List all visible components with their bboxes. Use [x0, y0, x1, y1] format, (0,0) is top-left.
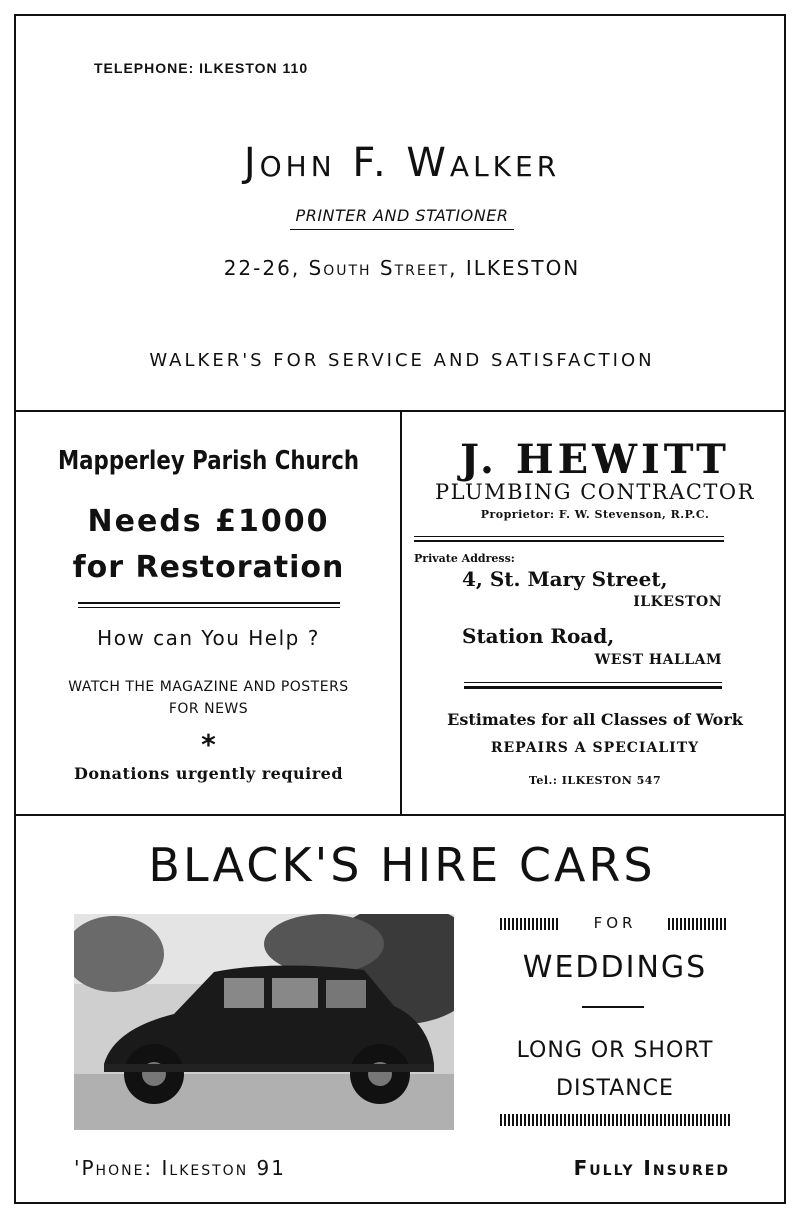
walker-address: 22-26, South Street, ILKESTON	[223, 256, 581, 280]
hewitt-rule-1	[414, 536, 724, 537]
hewitt-town1: ILKESTON	[633, 594, 722, 610]
hewitt-name: J. HEWITT	[460, 436, 730, 483]
blacks-long-short: LONG OR SHORT	[516, 1038, 714, 1063]
hewitt-private-label: Private Address:	[414, 552, 515, 565]
walker-slogan: WALKER'S FOR SERVICE AND SATISFACTION	[149, 350, 655, 371]
hewitt-proprietor: Proprietor: F. W. Stevenson, R.P.C.	[480, 508, 710, 521]
church-title: Mapperley Parish Church	[57, 446, 360, 476]
church-watch-line2: FOR NEWS	[168, 701, 249, 717]
church-watch-line1: WATCH THE MAGAZINE AND POSTERS	[68, 679, 349, 695]
hewitt-rule-4	[464, 686, 722, 689]
hewitt-estimates: Estimates for all Classes of Work	[447, 710, 743, 729]
tick-ornament-bottom	[500, 1114, 730, 1126]
church-watch	[16, 676, 401, 720]
church-donations: Donations urgently required	[73, 764, 344, 783]
blacks-short-rule	[582, 1006, 644, 1008]
blacks-title: BLACK'S HIRE CARS	[148, 838, 656, 892]
walker-telephone: TELEPHONE: ILKESTON 110	[94, 60, 309, 76]
car-photo-image	[74, 914, 454, 1130]
hewitt-trade: PLUMBING CONTRACTOR	[435, 480, 755, 504]
hewitt-repairs: REPAIRS A SPECIALITY	[490, 740, 700, 756]
hewitt-town2: WEST HALLAM	[594, 652, 722, 668]
church-rule-1	[78, 602, 340, 604]
blacks-phone: 'Phone: Ilkeston 91	[74, 1156, 286, 1180]
walker-trade-text: PRINTER AND STATIONER	[290, 206, 515, 230]
advertisement-page	[14, 14, 786, 1204]
walker-trade	[16, 206, 788, 225]
hewitt-telephone: Tel.: ILKESTON 547	[528, 774, 662, 787]
hewitt-address1: 4, St. Mary Street,	[462, 567, 668, 591]
blacks-distance-block	[500, 1032, 730, 1108]
divider-horizontal-bottom	[16, 814, 786, 816]
church-restoration: for Restoration	[72, 550, 345, 585]
church-needs: Needs £1000	[87, 504, 330, 539]
asterisk-ornament: *	[201, 728, 216, 761]
blacks-insured: Fully Insured	[573, 1156, 730, 1180]
hewitt-address2: Station Road,	[462, 624, 615, 648]
walker-name: John F. Walker	[243, 140, 561, 186]
car-photo	[74, 914, 454, 1130]
blacks-for: FOR	[593, 914, 637, 932]
blacks-weddings: WEDDINGS	[522, 950, 708, 985]
church-rule-2	[78, 607, 340, 608]
blacks-distance: DISTANCE	[556, 1076, 674, 1101]
hewitt-rule-3	[464, 682, 722, 683]
church-help: How can You Help ?	[97, 626, 320, 650]
hewitt-rule-2	[414, 540, 724, 542]
